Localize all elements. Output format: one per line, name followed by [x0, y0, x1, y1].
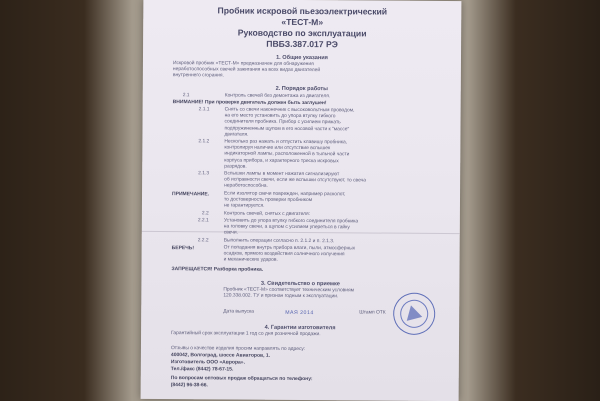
item-number: 2.2 [201, 211, 209, 217]
item-text: Снять со свечи наконечник с высоковольтным проводом, на его место установить до упора втулку гибкого соединителя пробника. Прибор с усилием прижать подпружиненным щупом в его носовой части к "массе" двигателя. [224, 107, 355, 138]
item-number: 2.2.2 [197, 238, 209, 244]
warning-text: ВНИМАНИЕ! При проверке двигатель должен быть заглушен! [172, 99, 327, 107]
instruction-sheet [141, 0, 462, 401]
footer-address: 400042, Волгоград, шоссе Авиаторов, 1. [170, 352, 271, 359]
doc-title-line2: «ТЕСТ-М» [281, 16, 324, 28]
doc-title-line4: ПВБЗ.387.017 РЭ [266, 38, 338, 50]
item-number: 2.2.1 [197, 218, 209, 224]
footer-sales-label: По вопросам оптовых продаж обращаться по телефону: [170, 375, 313, 383]
issue-date-label: Дата выпуска [223, 309, 254, 315]
forbid-text: ЗАПРЕЩАЕТСЯ! Разборка пробника. [171, 266, 264, 273]
footer-manufacturer: Изготовитель ООО «Аврора». [170, 359, 246, 366]
doc-title-line1: Пробник искровой пьезоэлектрический [217, 5, 388, 17]
section3-text: Пробник «ТЕСТ-М» соответствует техническим условиям 120.338.002. ТУ и признан годным к эксплуатации. [223, 287, 355, 300]
footer-phone: Тел./факс (8442) 78-67-15. [170, 366, 234, 373]
note-text: Если изолятор свечи поврежден, например расколот, то достоверность проверки пробником не гарантируется. [223, 191, 346, 210]
item-text: Контроль свечей, снятых с двигателя: [223, 211, 311, 218]
section2-heading: 2. Порядок работы [275, 85, 328, 93]
note-label: ПРИМЕЧАНИЕ. [172, 191, 210, 198]
section4-heading: 4. Гарантии изготовителя [264, 324, 336, 332]
item-text: Установить до упора втулку гибкого соединителя пробника на головку свечи, а щупом с усилием упереться в гайку свечи. [223, 218, 359, 236]
item-text: Вспышки лампы в момент нажатия сигнализируют об исправности свечи, если же вспышки отсутствуют, то свеча неработоспособна. [224, 171, 366, 190]
item-number: 2.1.3 [198, 171, 210, 177]
section3-heading: 3. Свидетельство о приемке [260, 280, 340, 288]
section1-heading: 1. Общие указания [276, 54, 328, 62]
care-label: БЕРЕЧЬ! [171, 245, 195, 252]
footer-line: Отзывы о качестве изделия просим направлять по адресу: [170, 346, 306, 353]
otk-label: Штамп ОТК [359, 310, 386, 316]
care-text: От попадания внутрь прибора влаги, пыли, атмосферных осадков, прямого воздействия солнечного излучения и механических ударов. [223, 245, 356, 264]
item-number: 2.1.2 [198, 139, 210, 145]
item-text: Несколько раз нажать и отпустить клавишу пробника, контролируя наличие или отсутствие вспышек индикаторной лампы, расположенной в тыльной части корпуса прибора, и характерного треска искровых разрядов. [224, 139, 350, 170]
item-text: Выполнить операции согласно п. 2.1.2 и п. 2.1.3. [223, 238, 335, 245]
doc-title-line3: Руководство по эксплуатации [237, 27, 367, 39]
footer-sales-phone: (8442) 96-38-66. [170, 382, 208, 389]
item-number: 2.1.1 [198, 107, 210, 113]
section1-text: Искровой пробник «ТЕСТ-М» предназначен для обнаружения неработоспособных свечей зажигания на всех видах двигателей внутреннего сгорания. [172, 61, 321, 79]
item-number: 2.1 [182, 93, 190, 99]
section4-text: Гарантийный срок эксплуатации 1 год со дня розничной продажи. [171, 331, 321, 338]
issue-date-stamp: МАЯ 2014 [285, 309, 314, 317]
item-text: Контроль свечей без демонтажа из двигателя. [224, 93, 331, 100]
